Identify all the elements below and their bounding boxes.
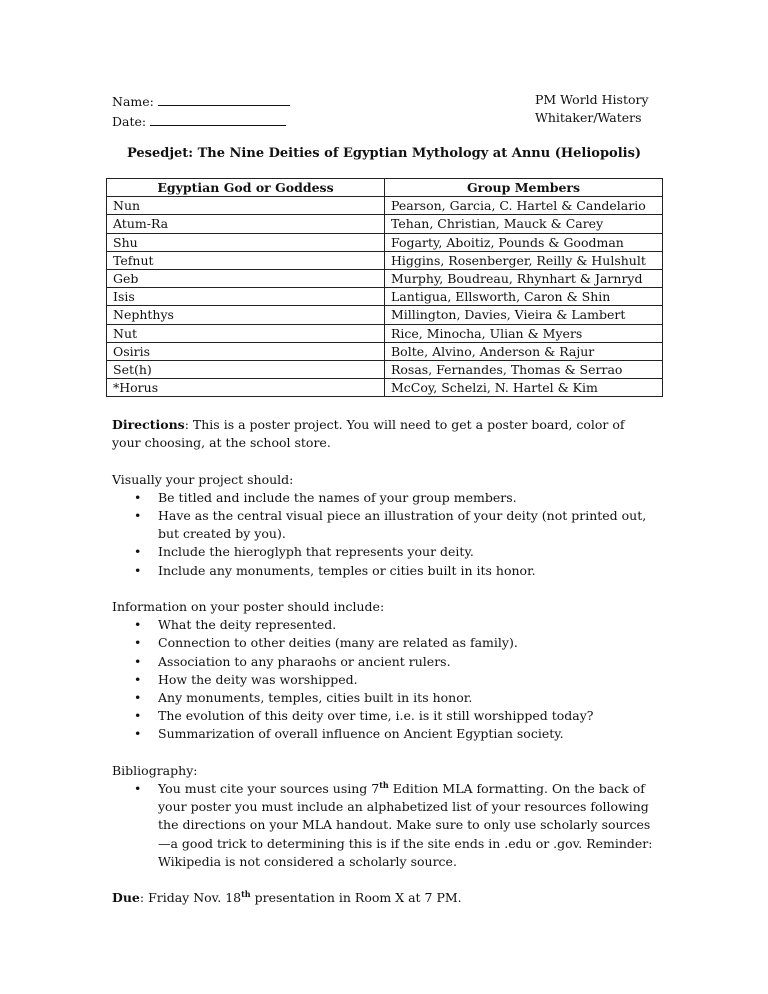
directions-paragraph — [112, 416, 657, 452]
directions-text: : This is a poster project. You will need to get a poster board, color of your choosing, at the school store. — [112, 417, 625, 451]
course-name: PM World History — [535, 92, 649, 107]
deity-name-cell: Geb — [107, 269, 385, 287]
student-info-block — [112, 91, 290, 131]
date-row — [112, 111, 290, 131]
directions-label: Directions — [112, 417, 185, 432]
due-label: Due — [112, 890, 140, 906]
deity-assignment-table — [106, 178, 663, 397]
table-row — [107, 197, 663, 215]
list-item-text: Include the hieroglyph that represents your deity. — [158, 544, 474, 560]
bullet-icon: • — [134, 562, 142, 578]
visual-intro: Visually your project should: — [112, 471, 294, 487]
table-row — [107, 269, 663, 287]
bullet-icon: • — [134, 781, 142, 797]
group-members-cell: Fogarty, Aboitiz, Pounds & Goodman — [385, 233, 663, 251]
table-row — [107, 306, 663, 324]
group-members-cell: Higgins, Rosenberger, Reilly & Hulshult — [385, 251, 663, 269]
due-text-part2: presentation in Room X at 7 PM. — [250, 890, 462, 906]
deity-name-cell: Atum-Ra — [107, 215, 385, 233]
list-item-text: Any monuments, temples, cities built in its honor. — [158, 690, 473, 706]
table-row — [107, 215, 663, 233]
table-body — [107, 197, 663, 397]
group-members-cell: Rice, Minocha, Ulian & Myers — [385, 324, 663, 342]
deity-name-cell: *Horus — [107, 379, 385, 397]
list-item — [112, 507, 657, 543]
column-header-members: Group Members — [385, 179, 663, 197]
group-members-cell: Tehan, Christian, Mauck & Carey — [385, 215, 663, 233]
information-intro: Information on your poster should include: — [112, 599, 385, 614]
due-date-line — [112, 889, 657, 907]
list-item — [112, 689, 657, 707]
information-requirements-list — [112, 616, 657, 743]
group-members-cell: Murphy, Boudreau, Rhynhart & Jarnryd — [385, 269, 663, 287]
list-item-text: Include any monuments, temples or cities built in its honor. — [158, 562, 536, 578]
list-item — [112, 562, 657, 580]
column-header-god: Egyptian God or Goddess — [107, 179, 385, 197]
page-title: Pesedjet: The Nine Deities of Egyptian Mythology at Annu (Heliopolis) — [126, 146, 642, 161]
due-text-part1: : Friday Nov. 18 — [139, 890, 242, 906]
bullet-icon: • — [134, 726, 142, 742]
deity-name-cell: Tefnut — [107, 251, 385, 269]
date-field[interactable] — [150, 111, 286, 126]
instructions-section — [112, 416, 657, 907]
name-label: Name: — [112, 94, 154, 109]
list-item-text: Be titled and include the names of your group members. — [158, 489, 517, 505]
ordinal-suffix: th — [379, 779, 389, 790]
deity-name-cell: Nephthys — [107, 306, 385, 324]
bibliography-list — [112, 780, 657, 871]
table-row — [107, 251, 663, 269]
list-item-text: How the deity was worshipped. — [158, 671, 358, 687]
teacher-names: Whitaker/Waters — [535, 110, 642, 126]
table-row — [107, 288, 663, 306]
bullet-icon: • — [134, 635, 142, 651]
list-item — [112, 543, 657, 561]
deity-name-cell: Shu — [107, 233, 385, 251]
date-label: Date: — [112, 114, 147, 130]
bullet-icon: • — [134, 489, 142, 505]
deity-name-cell: Set(h) — [107, 360, 385, 378]
list-item — [112, 780, 657, 871]
deity-name-cell: Isis — [107, 288, 385, 306]
group-members-cell: Bolte, Alvino, Anderson & Rajur — [385, 342, 663, 360]
bibliography-text-part2: Edition MLA formatting. On the back of your poster you must include an alphabetized list of your resources following the directions on your MLA handout. Make sure to only use scholarly sources—a good trick to determining this is if the site ends in .edu or .gov. Reminder: Wikipedia is not considered a scholarly source. — [158, 781, 653, 869]
group-members-cell: Millington, Davies, Vieira & Lambert — [385, 306, 663, 324]
list-item — [112, 707, 657, 725]
bibliography-text-part1: You must cite your sources using 7 — [158, 781, 380, 797]
bullet-icon: • — [134, 508, 142, 523]
bullet-icon: • — [134, 617, 142, 633]
table-row — [107, 324, 663, 342]
name-row — [112, 91, 290, 111]
list-item-text: The evolution of this deity over time, i.e. is it still worshipped today? — [158, 708, 594, 724]
list-item — [112, 489, 657, 507]
deity-name-cell: Nut — [107, 324, 385, 342]
list-item — [112, 634, 657, 652]
group-members-cell: Pearson, Garcia, C. Hartel & Candelario — [385, 197, 663, 215]
group-members-cell: McCoy, Schelzi, N. Hartel & Kim — [385, 379, 663, 397]
bibliography-intro: Bibliography: — [112, 762, 198, 778]
list-item-text: What the deity represented. — [158, 617, 337, 633]
group-members-cell: Lantigua, Ellsworth, Caron & Shin — [385, 288, 663, 306]
table-row — [107, 233, 663, 251]
course-info-block — [535, 91, 649, 127]
list-item — [112, 725, 657, 743]
list-item-text: Connection to other deities (many are related as family). — [158, 635, 518, 651]
deity-name-cell: Nun — [107, 197, 385, 215]
list-item-text: Have as the central visual piece an illustration of your deity (not printed out, but created by you). — [158, 508, 647, 542]
bullet-icon: • — [134, 671, 142, 687]
due-ordinal-suffix: th — [241, 889, 251, 900]
list-item-text: Summarization of overall influence on Ancient Egyptian society. — [158, 726, 564, 742]
name-field[interactable] — [158, 91, 290, 106]
table-row — [107, 342, 663, 360]
bullet-icon: • — [134, 653, 142, 669]
visual-requirements-list — [112, 489, 657, 580]
bullet-icon: • — [134, 690, 142, 706]
list-item — [112, 616, 657, 634]
list-item-text: Association to any pharaohs or ancient rulers. — [158, 653, 451, 669]
bullet-icon: • — [134, 544, 142, 560]
deity-name-cell: Osiris — [107, 342, 385, 360]
list-item — [112, 671, 657, 689]
table-row — [107, 360, 663, 378]
bullet-icon: • — [134, 708, 142, 724]
group-members-cell: Rosas, Fernandes, Thomas & Serrao — [385, 360, 663, 378]
table-header-row — [107, 179, 663, 197]
table-row — [107, 379, 663, 397]
list-item — [112, 653, 657, 671]
